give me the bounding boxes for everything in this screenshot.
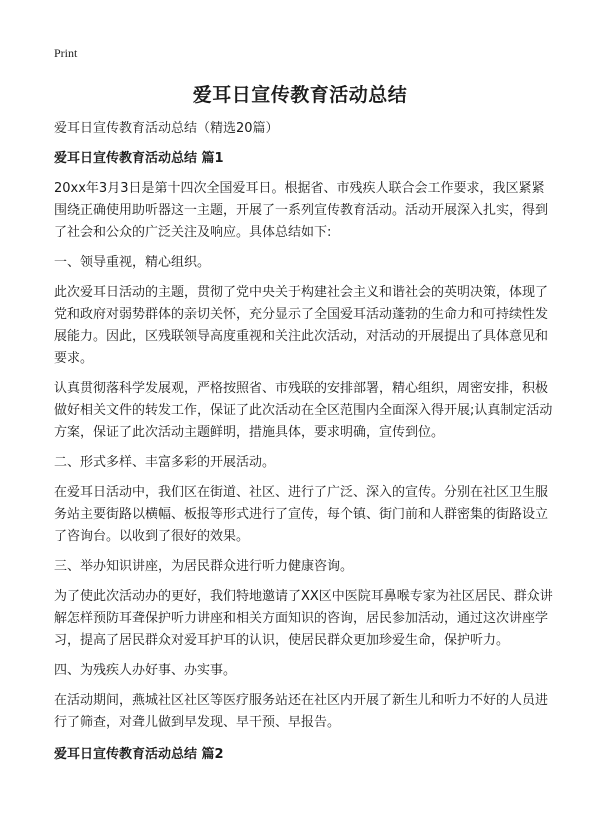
paragraph-point-4-body: 在活动期间，燕城社区社区等医疗服务站还在社区内开展了新生儿和听力不好的人员进行了筛查，对聋儿做到早发现、早干预、早报告。 bbox=[54, 693, 549, 730]
page-title: 爱耳日宣传教育活动总结 bbox=[192, 84, 408, 106]
paragraph-intro: 20xx年3月3日是第十四次全国爱耳日。根据省、市残疾人联合会工作要求，我区紧紧围绕正确使用助听器这一主题，开展了一系列宣传教育活动。活动开展深入扎实，得到了社会和公众的广泛关注及响应。具体总结如下: bbox=[54, 181, 549, 240]
print-link[interactable]: Print bbox=[54, 46, 78, 60]
paragraph-point-1-body: 此次爱耳日活动的主题，贯彻了党中央关于构建社会主义和谐社会的英明决策，体现了党和政府对弱势群体的亲切关怀，充分显示了全国爱耳活动蓬勃的生命力和可持续性发展能力。因此，区残联领导高度重视和关注此次活动，对活动的开展提出了具体意见和要求。 bbox=[54, 285, 549, 366]
paragraph-point-2-heading: 二、形式多样、丰富多彩的开展活动。 bbox=[54, 455, 276, 470]
paragraph-point-4-heading: 四、为残疾人办好事、办实事。 bbox=[54, 663, 237, 678]
document-subtitle: 爱耳日宣传教育活动总结（精选20篇） bbox=[54, 121, 279, 136]
paragraph-point-3-body: 为了使此次活动办的更好，我们特地邀请了XX区中医院耳鼻喉专家为社区居民、群众讲解怎样预防耳聋保护听力讲座和相关方面知识的咨询，居民参加活动，通过这次讲座学习，提高了居民群众对爱耳护耳的认识，使居民群众更加珍爱生命，保护听力。 bbox=[54, 589, 553, 648]
paragraph-point-3-heading: 三、举办知识讲座，为居民群众进行听力健康咨询。 bbox=[54, 559, 354, 574]
section-heading-1: 爱耳日宣传教育活动总结 篇1 bbox=[54, 151, 224, 166]
paragraph-point-1-heading: 一、领导重视，精心组织。 bbox=[54, 255, 211, 270]
document-body bbox=[54, 118, 554, 774]
section-heading-2: 爱耳日宣传教育活动总结 篇2 bbox=[54, 747, 224, 762]
paragraph-point-1-detail: 认真贯彻落科学发展观，严格按照省、市残联的安排部署，精心组织，周密安排，积极做好相关文件的转发工作，保证了此次活动在全区范围内全面深入得开展;认真制定活动方案，保证了此次活动主题鲜明，措施具体，要求明确，宣传到位。 bbox=[54, 381, 553, 440]
paragraph-point-2-body: 在爱耳日活动中，我们区在街道、社区、进行了广泛、深入的宣传。分别在社区卫生服务站主要街路以横幅、板报等形式进行了宣传，每个镇、街门前和人群密集的街路设立了咨询台。以收到了很好的效果。 bbox=[54, 485, 549, 544]
